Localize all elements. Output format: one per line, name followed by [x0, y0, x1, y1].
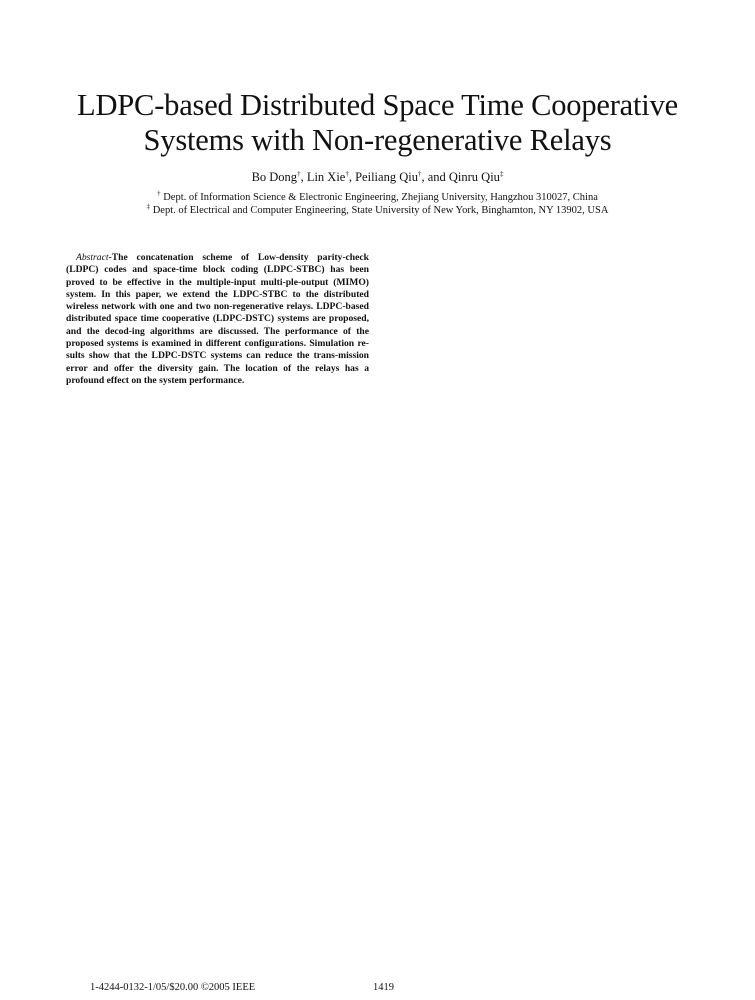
paper-title [0, 88, 755, 158]
abstract-label: Abstract [76, 252, 109, 263]
title-line-1: LDPC-based Distributed Space Time Cooperative [77, 88, 678, 122]
copyright-notice: 1-4244-0132-1/05/$20.00 ©2005 IEEE [90, 982, 256, 993]
author-list [0, 170, 755, 185]
affiliation-2: ‡ Dept. of Electrical and Computer Engineering, State University of New York, Binghamton, NY 13902, USA [146, 202, 609, 216]
author: Peiliang Qiu†, and [355, 169, 449, 184]
abstract-text: -The concatenation scheme of Low-density parity-check (LDPC) codes and space-time block coding (LDPC-STBC) has been proved to be effective in the multiple-input multi-ple-output (MIMO) system. In this paper, we extend the LDPC-STBC to the distributed wireless network with one and two non-regenerative relays. LDPC-based distributed space time cooperative (LDPC-DSTC) systems are proposed, and the decod-ing algorithms are discussed. The performance of the proposed systems is examined in different configurations. Simulation re-sults show that the LDPC-DSTC systems can reduce the trans-mission error and offer the diversity gain. The location of the relays has a profound effect on the system performance. [66, 252, 369, 386]
page-number: 1419 [373, 982, 394, 993]
author: Bo Dong†, [251, 169, 307, 184]
affiliation-1: † Dept. of Information Science & Electronic Engineering, Zhejiang University, Hangzhou 310027, China [157, 189, 598, 203]
author: Qinru Qiu‡ [448, 169, 504, 184]
title-line-2: Systems with Non-regenerative Relays [143, 123, 612, 157]
author: Lin Xie†, [306, 169, 356, 184]
affiliations [0, 191, 755, 217]
abstract [66, 252, 369, 387]
